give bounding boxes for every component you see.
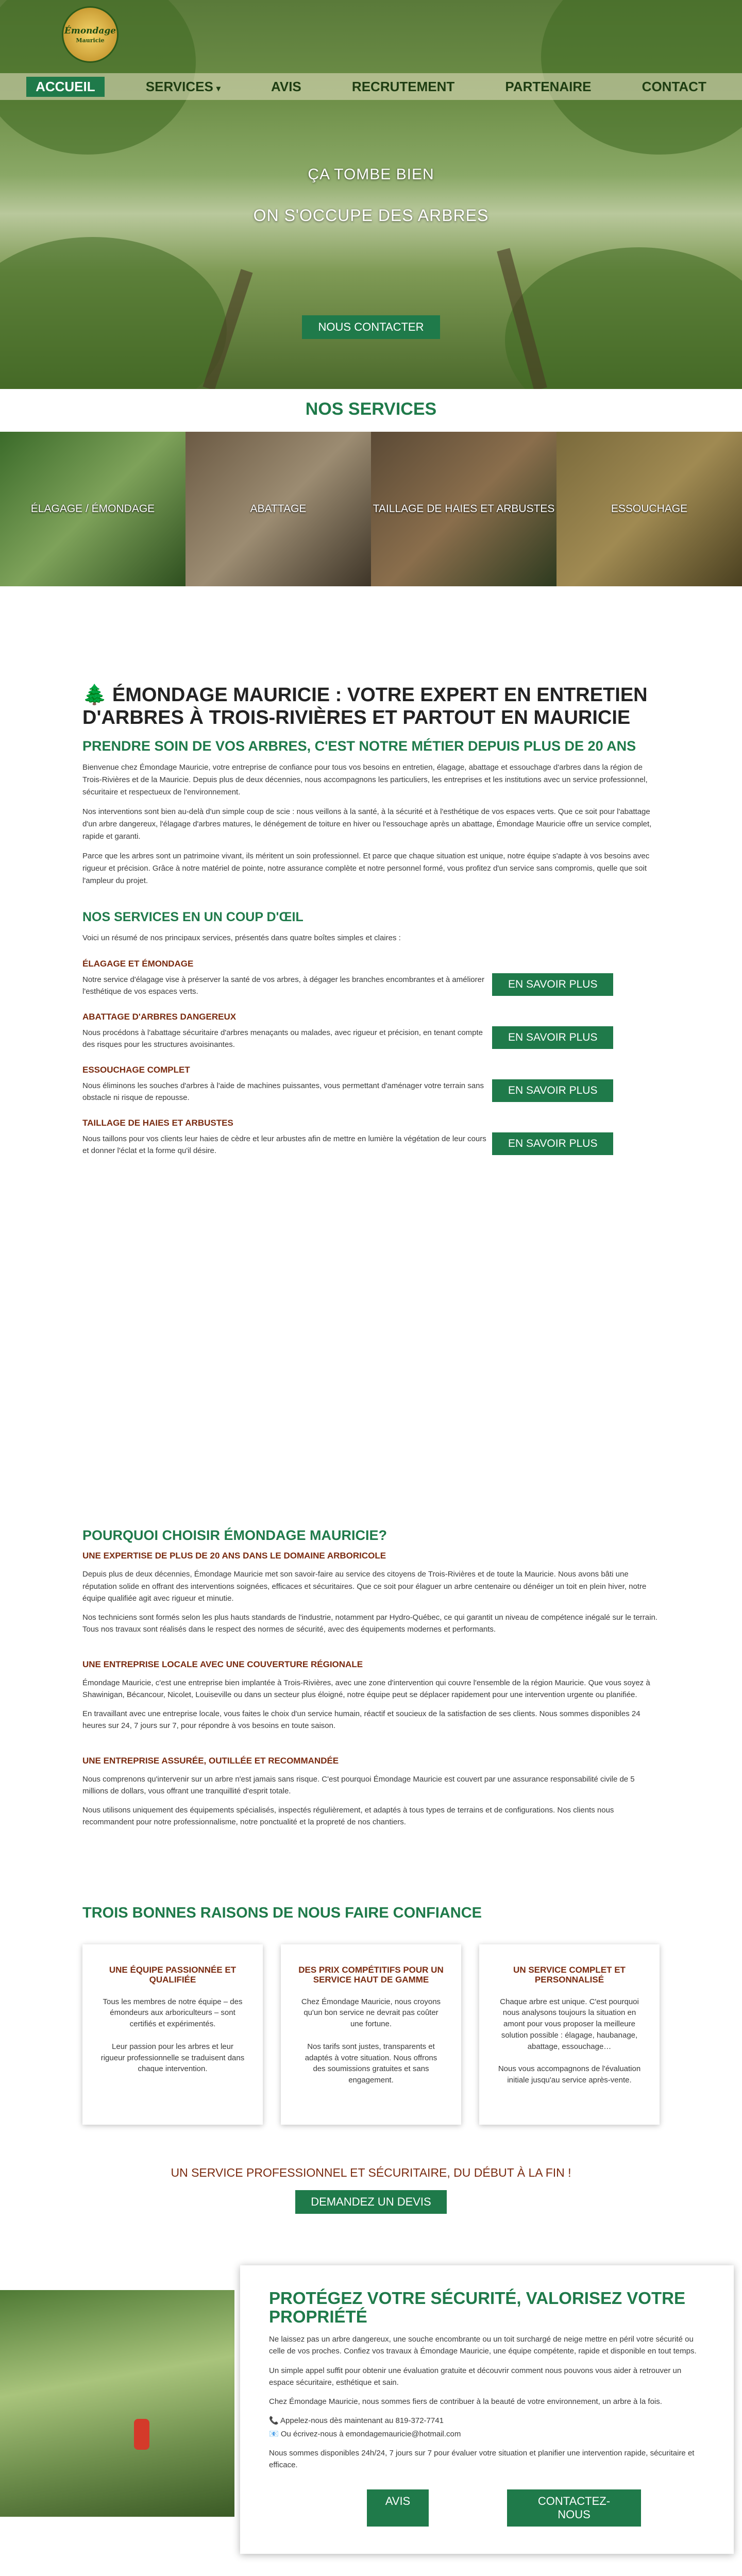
reason-card-text: Nos tarifs sont justes, transparents et adaptés à votre situation. Nous offrons des soumissions gratuites et sans engagement.	[305, 2042, 437, 2085]
contact-us-button[interactable]: CONTACTEZ-NOUS	[507, 2489, 641, 2527]
reason-card-text: Chaque arbre est unique. C'est pourquoi nous analysons toujours la situation en amont pour vous proposer la meilleure solution possible : élagage, haubanage, abattage, essouchage…	[500, 1997, 639, 2051]
reason-card-text: Nous vous accompagnons de l'évaluation initiale jusqu'au service après-vente.	[498, 2064, 641, 2085]
service-summary-row	[82, 1118, 660, 1157]
service-tile-taillage[interactable]: TAILLAGE DE HAIES ET ARBUSTES	[371, 432, 556, 586]
why-title: POURQUOI CHOISIR ÉMONDAGE MAURICIE?	[82, 1528, 387, 1544]
hero-section	[0, 0, 742, 389]
why-subtitle: UNE ENTREPRISE ASSURÉE, OUTILLÉE ET RECOMMANDÉE	[82, 1755, 339, 1766]
service-tile-elagage[interactable]: ÉLAGAGE / ÉMONDAGE	[0, 432, 185, 586]
safety-paragraph: Un simple appel suffit pour obtenir une évaluation gratuite et découvrir comment nous pouvons vous aider à retrouver un espace sécuritaire, esthétique et sain.	[269, 2366, 682, 2387]
why-subtitle: UNE EXPERTISE DE PLUS DE 20 ANS DANS LE DOMAINE ARBORICOLE	[82, 1551, 386, 1561]
reason-card-text: Leur passion pour les arbres et leur rigueur professionnelle se traduisent dans chaque intervention.	[100, 2042, 245, 2074]
hero-contact-button[interactable]: NOUS CONTACTER	[302, 315, 440, 339]
reason-card-title: UNE ÉQUIPE PASSIONNÉE ET QUALIFIÉE	[109, 1964, 237, 1985]
why-subtitle: UNE ENTREPRISE LOCALE AVEC UNE COUVERTURE RÉGIONALE	[82, 1659, 363, 1669]
service-summary-text: Nous procédons à l'abattage sécuritaire d'arbres menaçants ou malades, avec rigueur et précision, en tenant compte des risques pour les structures avoisinantes.	[82, 1028, 483, 1049]
slogan: UN SERVICE PROFESSIONNEL ET SÉCURITAIRE, DU DÉBUT À LA FIN !	[171, 2165, 571, 2179]
why-paragraph: En travaillant avec une entreprise locale, vous faites le choix d'un service humain, réactif et soucieux de la satisfaction de ses clients. Nous sommes disponibles 24 heures sur 24, 7 jours sur 7, pour répondre à vos besoins en toute saison.	[82, 1709, 640, 1731]
why-paragraph: Depuis plus de deux décennies, Émondage Mauricie met son savoir-faire au service des citoyens de Trois-Rivières et de toute la Mauricie. Nous avons bâti une réputation solide en offrant des interventions soignées, efficaces et sécuritaires. Que ce soit pour élaguer un arbre centenaire ou dénéiger un toit en plein hiver, notre équipe qualifiée agit avec rigueur et minutie.	[82, 1570, 647, 1603]
nav-services-label: SERVICES	[145, 78, 213, 94]
nav-accueil[interactable]: ACCUEIL	[26, 77, 105, 97]
reason-card-text: Chez Émondage Mauricie, nous croyons qu'un bon service ne devrait pas coûter une fortune.	[301, 1997, 441, 2029]
intro-paragraph: Bienvenue chez Émondage Mauricie, votre entreprise de confiance pour tous vos besoins en entretien, élagage, abattage et essouchage d'arbres dans la région de Trois-Rivières et de la Mauricie. Depuis plus de deux décennies, nous accompagnons les particuliers, les entreprises et les institutions avec un service professionnel, sécuritaire et respectueux de l'environnement.	[82, 763, 648, 797]
intro-section	[0, 586, 742, 1157]
reason-card	[479, 1944, 660, 2125]
service-summary-title: TAILLAGE DE HAIES ET ARBUSTES	[82, 1118, 233, 1128]
learn-more-button[interactable]: EN SAVOIR PLUS	[492, 1132, 613, 1155]
service-summary-row	[82, 1012, 660, 1050]
accreditation-section	[0, 2554, 742, 2576]
site-logo[interactable]	[62, 6, 119, 63]
nav-avis[interactable]: AVIS	[271, 78, 301, 94]
safety-title: PROTÉGEZ VOTRE SÉCURITÉ, VALORISEZ VOTRE PROPRIÉTÉ	[269, 2288, 685, 2326]
hero-line1: ÇA TOMBE BIEN	[308, 166, 434, 183]
hero-line2: ON S'OCCUPE DES ARBRES	[253, 206, 489, 225]
why-paragraph: Nous utilisons uniquement des équipements spécialisés, inspectés régulièrement, et adaptés à tous types de terrains et de configurations. Nos clients nous recommandent pour notre professionnalisme, notre ponctualité et la propreté de nos chantiers.	[82, 1806, 614, 1827]
glance-intro: Voici un résumé de nos principaux services, présentés dans quatre boîtes simples et claires :	[82, 934, 401, 943]
intro-subtitle: PRENDRE SOIN DE VOS ARBRES, C'EST NOTRE MÉTIER DEPUIS PLUS DE 20 ANS	[82, 738, 636, 754]
service-tile-essouchage[interactable]: ESSOUCHAGE	[556, 432, 742, 586]
reason-card-text: Tous les membres de notre équipe – des émondeurs aux arboriculteurs – sont certifiés et expérimentés.	[103, 1997, 243, 2029]
service-summary-row	[82, 959, 660, 997]
nav-contact[interactable]: CONTACT	[642, 78, 706, 94]
services-title: NOS SERVICES	[305, 399, 437, 419]
nav-recrutement[interactable]: RECRUTEMENT	[351, 78, 455, 94]
learn-more-button[interactable]: EN SAVOIR PLUS	[492, 973, 613, 996]
safety-paragraph: Nous sommes disponibles 24h/24, 7 jours sur 7 pour évaluer votre situation et planifier une intervention rapide, sécuritaire et efficace.	[269, 2448, 695, 2470]
service-summary-title: ÉLAGAGE ET ÉMONDAGE	[82, 959, 194, 969]
reason-card	[82, 1944, 263, 2125]
why-paragraph: Émondage Mauricie, c'est une entreprise bien implantée à Trois-Rivières, avec une zone d'intervention qui couvre l'ensemble de la région Mauricie. Que vous soyez à Shawinigan, Bécancour, Nicolet, Louiseville ou dans un secteur plus éloigné, notre équipe peut se déplacer rapidement pour une intervention urgente ou planifiée.	[82, 1678, 650, 1699]
service-summary-text: Nous taillons pour vos clients leur haies de cèdre et leur arbustes afin de mettre en lumière la végétation de leur cours et donner l'éclat et la forme qu'il désire.	[82, 1134, 486, 1155]
services-grid	[0, 432, 742, 586]
nav-services[interactable]	[137, 77, 230, 97]
reasons-cards	[82, 1944, 660, 2125]
foliage-decor	[0, 237, 227, 389]
reason-card	[281, 1944, 461, 2125]
service-summary-text: Nous éliminons les souches d'arbres à l'aide de machines puissantes, vous permettant d'aménager votre terrain sans obstacle ni risque de repousse.	[82, 1081, 484, 1102]
chevron-down-icon: ▾	[216, 84, 221, 93]
reason-card-title: UN SERVICE COMPLET ET PERSONNALISÉ	[513, 1964, 626, 1985]
request-quote-button[interactable]: DEMANDEZ UN DEVIS	[295, 2190, 447, 2214]
learn-more-button[interactable]: EN SAVOIR PLUS	[492, 1026, 613, 1049]
safety-paragraph: Ne laissez pas un arbre dangereux, une souche encombrante ou un toit surchargé de neige mettre en péril votre sécurité ou celle de vos proches. Confiez vos travaux à Émondage Mauricie, une équipe compétente, rapide et disponible en tout temps.	[269, 2335, 697, 2356]
logo-line1: Émondage	[64, 25, 116, 36]
reasons-section	[0, 1828, 742, 2125]
why-section	[0, 1157, 742, 1828]
nav-partenaire[interactable]: PARTENAIRE	[505, 78, 592, 94]
safety-section	[0, 2265, 742, 2554]
logo-line2: Mauricie	[76, 37, 105, 44]
safety-phone: 📞 Appelez-nous dès maintenant au 819-372-7741	[269, 2416, 444, 2426]
service-summary-text: Notre service d'élagage vise à préserver la santé de vos arbres, à dégager les branches encombrantes et à améliorer l'esthétique de vos espaces verts.	[82, 975, 484, 996]
avis-button[interactable]: AVIS	[367, 2489, 429, 2527]
intro-paragraph: Parce que les arbres sont un patrimoine vivant, ils méritent un soin professionnel. Et parce que chaque situation est unique, notre équipe s'adapte à vos besoins avec rigueur et précision. Grâce à notre matériel de pointe, notre assurance complète et notre personnel formé, vous profitez d'un service sans compromis, quelle que soit l'ampleur du projet.	[82, 852, 650, 886]
reason-card-title: DES PRIX COMPÉTITIFS POUR UN SERVICE HAUT DE GAMME	[298, 1964, 444, 1985]
reasons-title: TROIS BONNES RAISONS DE NOUS FAIRE CONFIANCE	[82, 1904, 482, 1921]
arborist-photo	[0, 2290, 234, 2517]
service-summary-row	[82, 1065, 660, 1104]
learn-more-button[interactable]: EN SAVOIR PLUS	[492, 1079, 613, 1102]
safety-email: 📧 Ou écrivez-nous à emondagemauricie@hotmail.com	[269, 2429, 461, 2438]
intro-paragraph: Nos interventions sont bien au-delà d'un simple coup de scie : nous veillons à la santé, à la sécurité et à l'esthétique de vos espaces verts. Que ce soit pour l'abattage d'un arbre dangereux, l'élagage d'arbres matures, le dénégement de toiture en hiver ou l'essouchage après un abattage, Émondage Mauricie offre un service complet, rapide et garanti.	[82, 807, 652, 841]
service-tile-abattage[interactable]: ABATTAGE	[185, 432, 371, 586]
safety-paragraph: Chez Émondage Mauricie, nous sommes fiers de contribuer à la beauté de votre environnement, un arbre à la fois.	[269, 2397, 662, 2406]
glance-title: NOS SERVICES EN UN COUP D'ŒIL	[82, 910, 303, 925]
why-paragraph: Nos techniciens sont formés selon les plus hauts standards de l'industrie, notamment par Hydro-Québec, ce qui garantit un niveau de compétence inégalé sur le terrain. Tous nos travaux sont réalisés dans le respect des normes de sécurité, avec des équipements modernes et performants.	[82, 1613, 657, 1634]
why-paragraph: Nous comprenons qu'intervenir sur un arbre n'est jamais sans risque. C'est pourquoi Émondage Mauricie est couvert par une assurance responsabilité civile de 5 millions de dollars, vous offrant une tranquillité d'esprit totale.	[82, 1774, 635, 1795]
service-summary-title: ESSOUCHAGE COMPLET	[82, 1065, 190, 1075]
safety-box	[240, 2265, 734, 2554]
main-nav	[0, 73, 742, 100]
service-summary-title: ABATTAGE D'ARBRES DANGEREUX	[82, 1012, 237, 1022]
arborist-figure	[134, 2419, 149, 2450]
intro-title: 🌲 ÉMONDAGE MAURICIE : VOTRE EXPERT EN ENTRETIEN D'ARBRES À TROIS-RIVIÈRES ET PARTOUT EN MAURICIE	[82, 684, 648, 728]
